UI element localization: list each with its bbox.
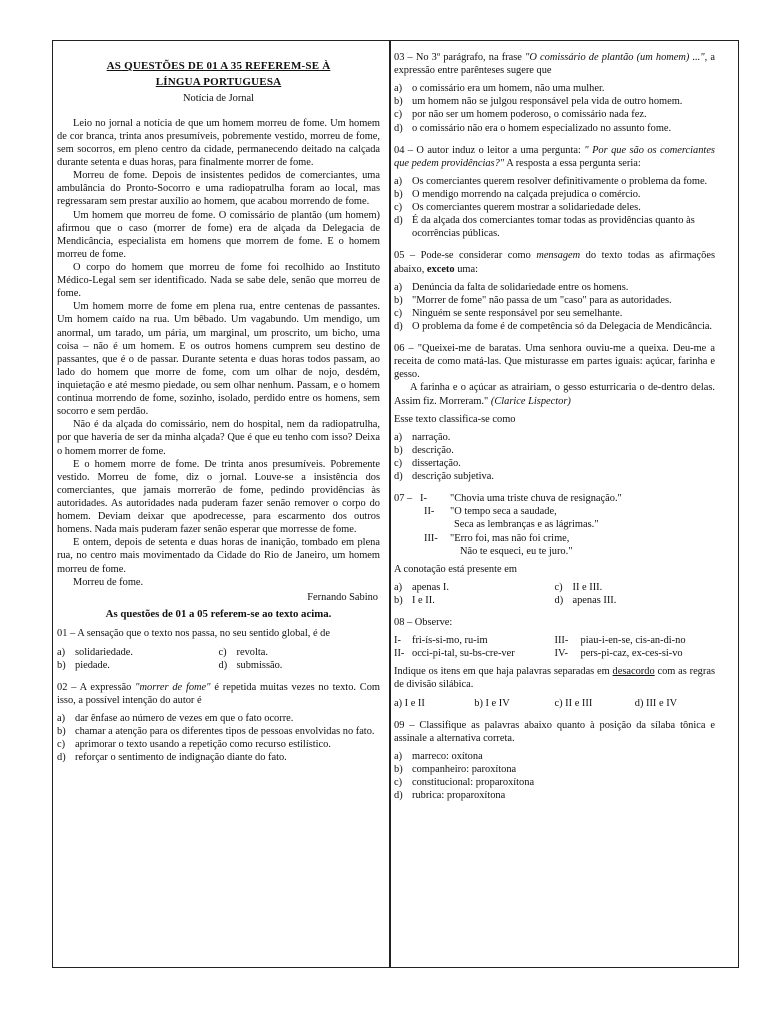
text-title: Notícia de Jornal <box>183 92 254 104</box>
q09-opt-a: marreco: oxítona <box>412 750 483 762</box>
q01-opt-d-letter: d) <box>218 659 228 671</box>
q09-opt-d: rubrica: proparoxítona <box>412 790 506 802</box>
q04-opt-a-letter: a) <box>394 175 403 187</box>
q07-opt-c-letter: c) <box>554 581 563 593</box>
q01-opt-b: piedade. <box>75 659 110 671</box>
question-08 <box>394 616 715 710</box>
q03-opt-b-letter: b) <box>394 96 403 108</box>
paragraph-4: O corpo do homem que morreu de fome foi recolhido ao Instituto Médico-Legal sem ser identificado. Nada se sabe dele, senão que morreu de fome. <box>57 262 380 300</box>
q05-opt-c: Ninguém se sente responsável por seu semelhante. <box>412 307 623 319</box>
q02-opt-c: aprimorar o texto usando a repetição como recurso estilístico. <box>75 739 331 751</box>
refer-note: As questões de 01 a 05 referem-se ao texto acima. <box>105 607 332 620</box>
q08-item-3: piau-i-en-se, cis-an-di-no <box>580 635 686 647</box>
q04-opt-c: Os comerciantes querem mostrar a solidariedade deles. <box>412 202 641 214</box>
q02-opt-a-letter: a) <box>57 713 66 725</box>
q04-opt-b-letter: b) <box>394 188 403 200</box>
q08-opt-b: b) I e IV <box>474 697 510 709</box>
q03-opt-b: um homem não se julgou responsável pela vida de outro homem. <box>412 96 683 108</box>
q06-opt-a: narração. <box>412 431 451 443</box>
q07-opt-d: apenas III. <box>572 594 617 606</box>
q02-opt-c-letter: c) <box>57 739 66 751</box>
q08-item-4-roman: IV- <box>554 648 568 660</box>
q06-quote-p1: 06 – "Queixei-me de baratas. Uma senhora ouviu-me a queixa. Deu-me a receita de como matá-las. Que misturasse em partes iguais: açúcar, farinha e gesso. <box>394 343 715 381</box>
q02-stem-pre: 02 – A expressão <box>57 681 136 693</box>
q07-item-1-roman: I- <box>420 493 427 505</box>
q03-opt-d: o comissário não era o homem especializado no assunto fome. <box>412 122 672 134</box>
q05-opt-a-letter: a) <box>394 281 403 293</box>
left-column <box>57 58 380 764</box>
q08-item-4: pers-pi-caz, ex-ces-si-vo <box>580 648 683 660</box>
column-divider <box>389 40 391 968</box>
q02-stem-post: é repetida muitas vezes no texto. Com isso, a possível intenção do autor é <box>57 681 381 706</box>
q07-item-2-line-1: "O tempo seca a saudade, <box>450 506 557 518</box>
q08-item-3-roman: III- <box>554 635 569 647</box>
q07-item-1-line-1: "Chovia uma triste chuva de resignação." <box>450 493 622 505</box>
q08-ask-post: com as regras de divisão silábica. <box>394 666 715 691</box>
paragraph-1: Leio no jornal a notícia de que um homem morreu de fome. Um homem de cor branca, trinta anos presumíveis, pobremente vestido, morreu de fome, sem socorros, em pleno centro da cidade, permanecendo deitado na calçada durante setenta e duas horas, para finalmente morrer de fome. <box>57 117 380 169</box>
right-column <box>394 51 715 802</box>
q06-stem: Esse texto classifica-se como <box>394 413 516 425</box>
q06-opt-d-letter: d) <box>394 471 403 483</box>
question-04 <box>394 144 715 241</box>
q07-opt-a-letter: a) <box>394 581 403 593</box>
q09-opt-a-letter: a) <box>394 750 403 762</box>
q05-opt-a: Denúncia da falta de solidariedade entre os homens. <box>412 281 629 293</box>
q07-opt-b-letter: b) <box>394 594 403 606</box>
q04-stem-post: A resposta a essa pergunta seria: <box>504 157 641 169</box>
question-05 <box>394 249 715 333</box>
q08-opt-c: c) II e III <box>554 697 593 709</box>
q03-opt-a: o comissário era um homem, não uma mulher. <box>412 83 605 95</box>
q08-ask-underlined: desacordo <box>612 666 655 678</box>
q05-stem-mid: do texto todas as afirmações abaixo, <box>394 250 715 275</box>
q07-opt-d-letter: d) <box>554 594 564 606</box>
paragraph-6: Não é da alçada do comissário, nem do hospital, nem da radiopatrulha, por que haveria de ser da minha alçada? Que é que eu tenho com isso? Deixa o homem morrer de fome. <box>57 419 380 457</box>
q06-opt-b-letter: b) <box>394 444 403 456</box>
q04-quote: " Por que são os comerciantes que pedem providências?" <box>394 144 715 169</box>
q03-opt-c-letter: c) <box>394 109 403 121</box>
paragraph-9: Morreu de fome. <box>73 576 144 588</box>
q08-stem: 08 – Observe: <box>394 617 453 629</box>
section-title-line2: LÍNGUA PORTUGUESA <box>155 75 282 88</box>
q06-opt-a-letter: a) <box>394 431 403 443</box>
q03-opt-d-letter: d) <box>394 122 403 134</box>
q07-item-3-line-2: Não te esqueci, eu te juro." <box>460 545 573 557</box>
q08-opt-a: a) I e II <box>394 697 425 709</box>
question-03 <box>394 51 715 135</box>
q09-opt-b: companheiro: paroxítona <box>412 764 517 776</box>
q03-stem-post: , a expressão entre parênteses sugere que <box>394 52 715 77</box>
q04-opt-b: O mendigo morrendo na calçada prejudica o comércio. <box>412 188 641 200</box>
question-06 <box>394 342 715 483</box>
q05-opt-d: O problema da fome é de competência só da Delegacia de Mendicância. <box>412 320 713 332</box>
q05-exceto: exceto <box>426 263 455 275</box>
q06-opt-d: descrição subjetiva. <box>412 471 494 483</box>
q01-opt-c: revolta. <box>236 646 268 658</box>
question-02 <box>57 681 380 765</box>
q06-citation: (Clarice Lispector) <box>490 395 571 407</box>
q08-item-1-roman: I- <box>394 635 401 647</box>
q02-opt-d-letter: d) <box>57 752 66 764</box>
q06-opt-c-letter: c) <box>394 457 403 469</box>
question-07 <box>394 492 715 607</box>
paragraph-2: Morreu de fome. Depois de insistentes pedidos de comerciantes, uma ambulância do Pronto-Socorro e uma radiopatrulha foram ao local, mas regressaram sem prestar auxílio ao homem, que acabou morrendo de fome. <box>57 170 380 208</box>
q07-number: 07 – <box>394 493 413 505</box>
q01-opt-a: solidariedade. <box>75 646 133 658</box>
q07-opt-c: II e III. <box>572 581 603 593</box>
author: Fernando Sabino <box>307 591 378 603</box>
q07-item-3-roman: III- <box>424 532 438 544</box>
q01-opt-d: submissão. <box>236 659 283 671</box>
q04-opt-a: Os comerciantes querem resolver definitivamente o problema da fome. <box>412 175 708 187</box>
question-01 <box>57 627 380 671</box>
q04-opt-d: É da alçada dos comerciantes tomar todas as providências quanto às ocorrências públicas. <box>412 215 695 240</box>
q02-opt-a: dar ênfase ao número de vezes em que o fato ocorre. <box>75 713 294 725</box>
paragraph-5: Um homem morre de fome em plena rua, entre centenas de passantes. Um homem caído na rua. Um bêbado. Um vagabundo. Um mendigo, um anormal, um tarado, um pária, um marginal, um proscrito, um bicho, uma coisa – não é um homem. E os outros homens cumprem seu destino de passantes, que é o de passar. Durante setenta e duas horas todos passam, ao lado do homem que morre de fome, com um olhar de nojo, desdém, inquietação e até mesmo piedade, ou sem olhar nenhum. Passam, e o homem continua morrendo de fome, sozinho, isolado, perdido entre os homens, sem socorro e sem perdão. <box>57 301 380 418</box>
paragraph-3: Um homem que morreu de fome. O comissário de plantão (um homem) afirmou que o caso (morrer de fome) era de alçada da Delegacia de Mendicância, especialista em homens que morrem de fome. E o homem morreu de fome. <box>57 209 380 260</box>
q03-stem-pre: 03 – No 3º parágrafo, na frase <box>394 52 526 63</box>
q02-opt-d: reforçar o sentimento de indignação diante do fato. <box>75 752 287 764</box>
q01-stem: 01 – A sensação que o texto nos passa, no seu sentido global, é de <box>57 628 330 640</box>
q01-opt-a-letter: a) <box>57 646 66 658</box>
q05-mensagem: mensagem <box>536 250 581 262</box>
q07-item-2-line-2: Seca as lembranças e as lágrimas." <box>454 519 599 531</box>
q08-item-2: occi-pi-tal, su-bs-cre-ver <box>412 648 515 660</box>
paragraph-8: E ontem, depois de setenta e duas horas de inanição, tombado em plena rua, no centro mais movimentado da Cidade do Rio de Janeiro, um homem morreu de fome. <box>57 537 380 575</box>
q08-ask-pre: Indique os itens em que haja palavras separadas em <box>394 666 613 678</box>
q05-opt-b-letter: b) <box>394 294 403 306</box>
q05-opt-d-letter: d) <box>394 320 403 332</box>
q09-opt-c-letter: c) <box>394 777 403 789</box>
q06-quote-p2: A farinha e o açúcar as atrairiam, o gesso esturricaria o de-dentro delas. Assim fiz. Morreram." <box>394 382 715 407</box>
question-09 <box>394 719 715 803</box>
q07-opt-a: apenas I. <box>412 581 449 593</box>
q06-opt-c: dissertação. <box>412 457 461 469</box>
q03-opt-c: por não ser um homem poderoso, o comissário nada fez. <box>412 109 647 121</box>
q05-stem-pre: 05 – Pode-se considerar como <box>394 250 537 262</box>
q01-opt-b-letter: b) <box>57 659 66 671</box>
q03-opt-a-letter: a) <box>394 83 403 95</box>
q08-item-1: fri-ís-si-mo, ru-im <box>412 635 488 647</box>
q04-stem-pre: 04 – O autor induz o leitor a uma pergunta: <box>394 144 585 156</box>
q09-opt-c: constitucional: proparoxítona <box>412 777 535 789</box>
q01-opt-c-letter: c) <box>218 646 227 658</box>
q08-opt-d: d) III e IV <box>634 697 678 709</box>
q07-item-3-line-1: "Erro foi, mas não foi crime, <box>450 532 570 544</box>
q03-quote: "O comissário de plantão (um homem) ..." <box>525 52 705 63</box>
q02-opt-b-letter: b) <box>57 726 66 738</box>
q09-opt-b-letter: b) <box>394 764 403 776</box>
q04-opt-c-letter: c) <box>394 202 403 214</box>
q05-opt-c-letter: c) <box>394 307 403 319</box>
q08-item-2-roman: II- <box>394 648 405 660</box>
q06-opt-b: descrição. <box>412 444 454 456</box>
q09-opt-d-letter: d) <box>394 790 403 802</box>
paragraph-7: E o homem morre de fome. De trinta anos presumíveis. Pobremente vestido. Morreu de fome, diz o jornal. Louve-se a insistência dos comerciantes, que jamais morrerão de fome, pedindo providências às autoridades. As autoridades nada puderam fazer senão remover o corpo do homem. Deviam deixar que apodrecesse, para escarmento dos outros homens. Nada mais puderam fazer senão esperar que morresse de fome. <box>57 458 380 536</box>
q07-stem: A conotação está presente em <box>394 563 517 575</box>
section-title-line1: AS QUESTÕES DE 01 A 35 REFEREM-SE À <box>106 60 331 72</box>
q05-opt-b: "Morrer de fome" não passa de um "caso" para as autoridades. <box>412 294 672 306</box>
q02-opt-b: chamar a atenção para os diferentes tipos de pessoas envolvidas no fato. <box>75 726 375 738</box>
q09-stem: 09 – Classifique as palavras abaixo quanto à posição da sílaba tônica e assinale a alternativa correta. <box>394 719 715 744</box>
q05-stem-post: uma: <box>454 263 478 275</box>
q07-opt-b: I e II. <box>412 594 435 606</box>
q04-opt-d-letter: d) <box>394 215 403 227</box>
q07-item-2-roman: II- <box>424 506 435 518</box>
q02-quote: "morrer de fome" <box>135 681 211 693</box>
